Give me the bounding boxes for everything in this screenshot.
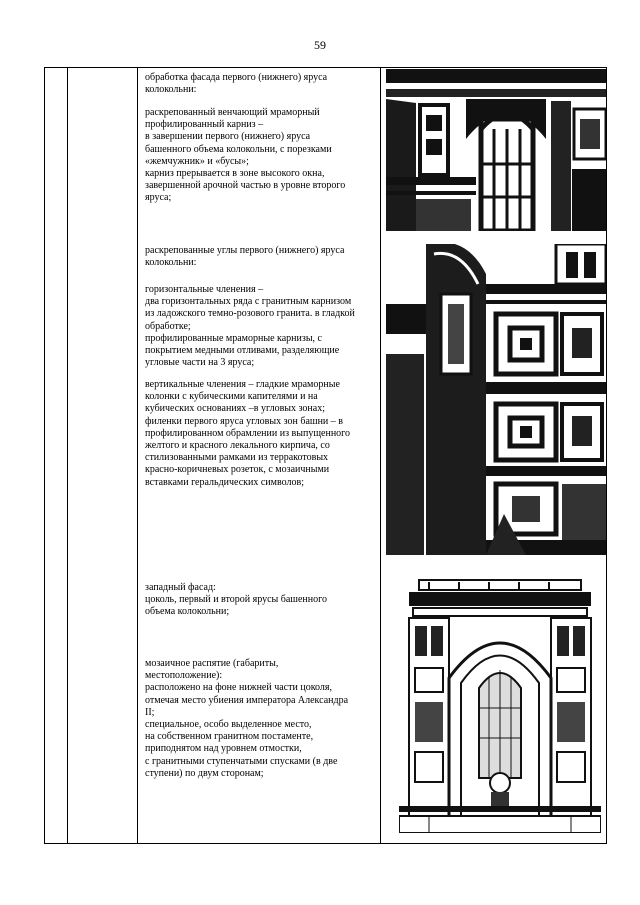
west-facade-drawing xyxy=(399,578,601,833)
block-2-vertical-text: вертикальные членения – гладкие мраморные колонки с кубическими капителями и на кубических основаниях –в угловых зонах; филенки первого яруса угловых зон башни – в профилированном обрамлении из выпущенного желтого и красного лекального кирпича, со стилизованными рамками из терракотовых красно-коричневых розеток, с мозаичными вставками геральдических символов; xyxy=(145,379,351,488)
block-2-heading: раскрепованные углы первого (нижнего) яруса колокольни: xyxy=(145,245,345,269)
block-3-heading: западный фасад: цоколь, первый и второй ярусы башенного объема колокольни; xyxy=(145,582,327,618)
block-1-cornice-text: раскрепованный венчающий мраморный профилированный карниз – в завершении первого (нижнего) яруса башенного объема колокольни, с порезками «жемчужник» и «бусы»; карниз прерывается в зоне высокого окна, завершенной арочной частью в уровне второго яруса; xyxy=(145,107,346,204)
column-divider-2 xyxy=(137,68,138,843)
block-1-heading: обработка фасада первого (нижнего) яруса колокольни: xyxy=(145,72,328,96)
column-divider-1 xyxy=(67,68,68,843)
corner-tower-photo xyxy=(386,244,606,555)
page-number: 59 xyxy=(314,38,326,52)
column-divider-3 xyxy=(380,68,381,843)
block-3-mosaic-text: мозаичное распятие (габариты, местоположение): расположено на фоне нижней части цоколя, отмечая место убиения императора Александра II; специальное, особо выделенное место, на собственном гранитном постаменте, приподнятом над уровнем отмостки, с гранитными ступенчатыми спусками (в две ступени) по двум сторонам; xyxy=(145,658,349,779)
facade-window-photo xyxy=(386,69,606,231)
block-2-horizontal-text: горизонтальные членения – два горизонтальных ряда с гранитным карнизом из ладожского темно-розового гранита. в гладкой обработке; профилированные мраморные карнизы, с покрытием медными отливами, разделяющие угловые части на 3 яруса; xyxy=(145,284,355,369)
